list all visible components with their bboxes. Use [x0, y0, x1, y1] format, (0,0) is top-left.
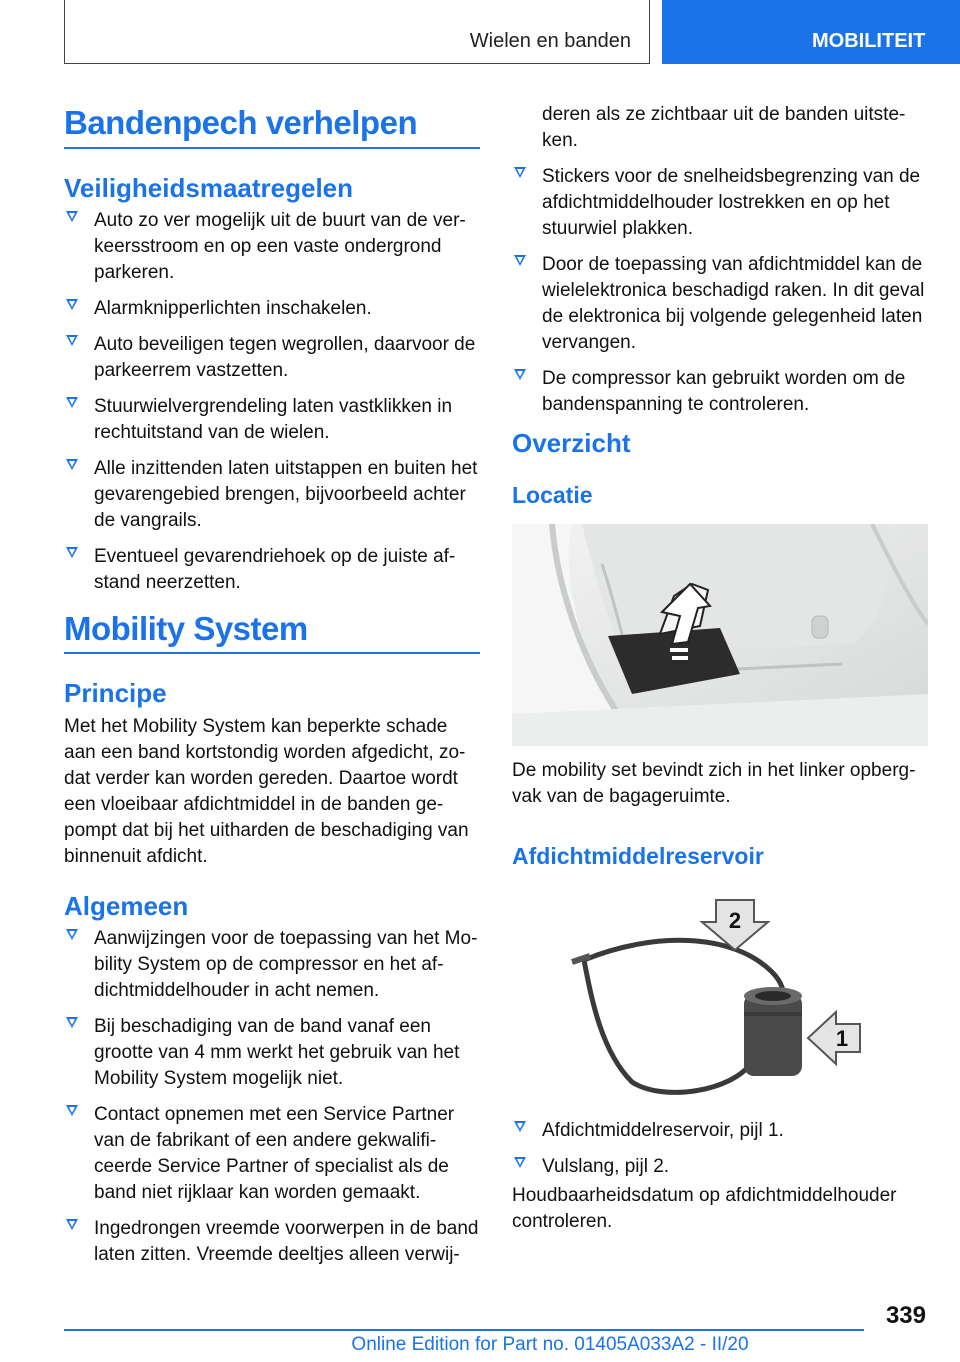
list-item: Ingedrongen vreemde voorwerpen in de band laten zitten. Vreemde deeltjes alleen verwij-	[64, 1216, 480, 1268]
shelf-life-text: Houdbaarheidsdatum op afdichtmiddelhouder controleren.	[512, 1185, 897, 1232]
edition-footer: Online Edition for Part no. 01405A033A2 - II/20	[351, 1334, 749, 1355]
triangle-bullet-icon	[66, 211, 78, 222]
triangle-bullet-icon	[66, 1017, 78, 1028]
safety-list	[64, 208, 480, 606]
page-title: Bandenpech verhelpen	[64, 104, 418, 141]
general-list	[64, 926, 480, 1278]
list-item: Alarmknipperlichten inschakelen.	[64, 296, 480, 322]
principle-text: Met het Mobility System kan beperkte schade aan een band kortstondig worden afgedicht, zo-dat verder kan worden gereden. Daartoe wordt een vloeibaar afdichtmiddel in de banden ge-pompt dat bij het uitharden de beschadiging van binnenuit afdicht.	[64, 716, 469, 867]
list-item: Vulslang, pijl 2.	[512, 1154, 928, 1180]
list-item: Stickers voor de snelheidsbegrenzing van de afdichtmiddelhouder lostrekken en op het stuurwiel plakken.	[512, 164, 928, 242]
mobility-rule	[64, 652, 480, 654]
arrow-1-icon	[808, 1012, 860, 1064]
footer-rule	[64, 1329, 864, 1331]
reservoir-list	[512, 1118, 928, 1190]
principle-heading: Principe	[64, 678, 167, 708]
list-item: Aanwijzingen voor de toepassing van het Mo-bility System op de compressor en het af-dichtmiddelhouder in acht nemen.	[64, 926, 480, 1004]
continued-list	[512, 102, 928, 428]
header-frame	[64, 0, 650, 64]
list-item: De compressor kan gebruikt worden om de bandenspanning te controleren.	[512, 366, 928, 418]
triangle-bullet-icon	[514, 369, 526, 380]
triangle-bullet-icon	[66, 397, 78, 408]
list-item: Bij beschadiging van de band vanaf een grootte van 4 mm werkt het gebruik van het Mobility System mogelijk niet.	[64, 1014, 480, 1092]
reservoir-illustration	[532, 892, 892, 1102]
svg-text:1: 1	[835, 1026, 849, 1051]
svg-text:2: 2	[728, 908, 742, 933]
list-item: Auto beveiligen tegen wegrollen, daarvoor de parkeerrem vastzetten.	[64, 332, 480, 384]
triangle-bullet-icon	[514, 1121, 526, 1132]
list-item: Contact opnemen met een Service Partner van de fabrikant of een andere gekwalifi-ceerde Service Partner of specialist als de band niet rijklaar kan worden gemaakt.	[64, 1102, 480, 1206]
location-heading: Locatie	[512, 482, 593, 508]
list-item: Afdichtmiddelreservoir, pijl 1.	[512, 1118, 928, 1144]
location-text: De mobility set bevindt zich in het linker opberg-vak van de bagageruimte.	[512, 760, 916, 807]
triangle-bullet-icon	[514, 255, 526, 266]
list-item: Eventueel gevarendriehoek op de juiste af-stand neerzetten.	[64, 544, 480, 596]
list-item: deren als ze zichtbaar uit de banden uitste-ken.	[542, 104, 906, 151]
reservoir-heading: Afdichtmiddelreservoir	[512, 843, 764, 869]
triangle-bullet-icon	[66, 1105, 78, 1116]
triangle-bullet-icon	[66, 459, 78, 470]
trunk-compartment-image	[512, 524, 928, 746]
triangle-bullet-icon	[66, 335, 78, 346]
chapter-tab[interactable]	[662, 0, 960, 64]
overview-heading: Overzicht	[512, 428, 631, 458]
triangle-bullet-icon	[66, 547, 78, 558]
list-item: Auto zo ver mogelijk uit de buurt van de ver-keersstroom en op een vaste ondergrond parkeren.	[64, 208, 480, 286]
page-number: 339	[885, 1302, 926, 1329]
trunk-illustration	[512, 524, 928, 746]
sealant-reservoir-image	[532, 892, 892, 1102]
list-item: Stuurwielvergrendeling laten vastklikken in rechtuitstand van de wielen.	[64, 394, 480, 446]
title-rule	[64, 147, 480, 149]
section-title-mobility: Mobility System	[64, 610, 308, 647]
triangle-bullet-icon	[66, 929, 78, 940]
chapter-title: MOBILITEIT	[812, 30, 926, 52]
section-title: Wielen en banden	[469, 30, 631, 52]
list-item: Door de toepassing van afdichtmiddel kan de wielelektronica beschadigd raken. In dit geval de elektronica bij volgende gelegenheid laten vervangen.	[512, 252, 928, 356]
general-heading: Algemeen	[64, 891, 189, 921]
list-item: Alle inzittenden laten uitstappen en buiten het gevarengebied brengen, bijvoorbeeld achter de vangrails.	[64, 456, 480, 534]
triangle-bullet-icon	[514, 167, 526, 178]
triangle-bullet-icon	[66, 299, 78, 310]
triangle-bullet-icon	[66, 1219, 78, 1230]
triangle-bullet-icon	[514, 1157, 526, 1168]
safety-heading: Veiligheidsmaatregelen	[64, 173, 354, 203]
